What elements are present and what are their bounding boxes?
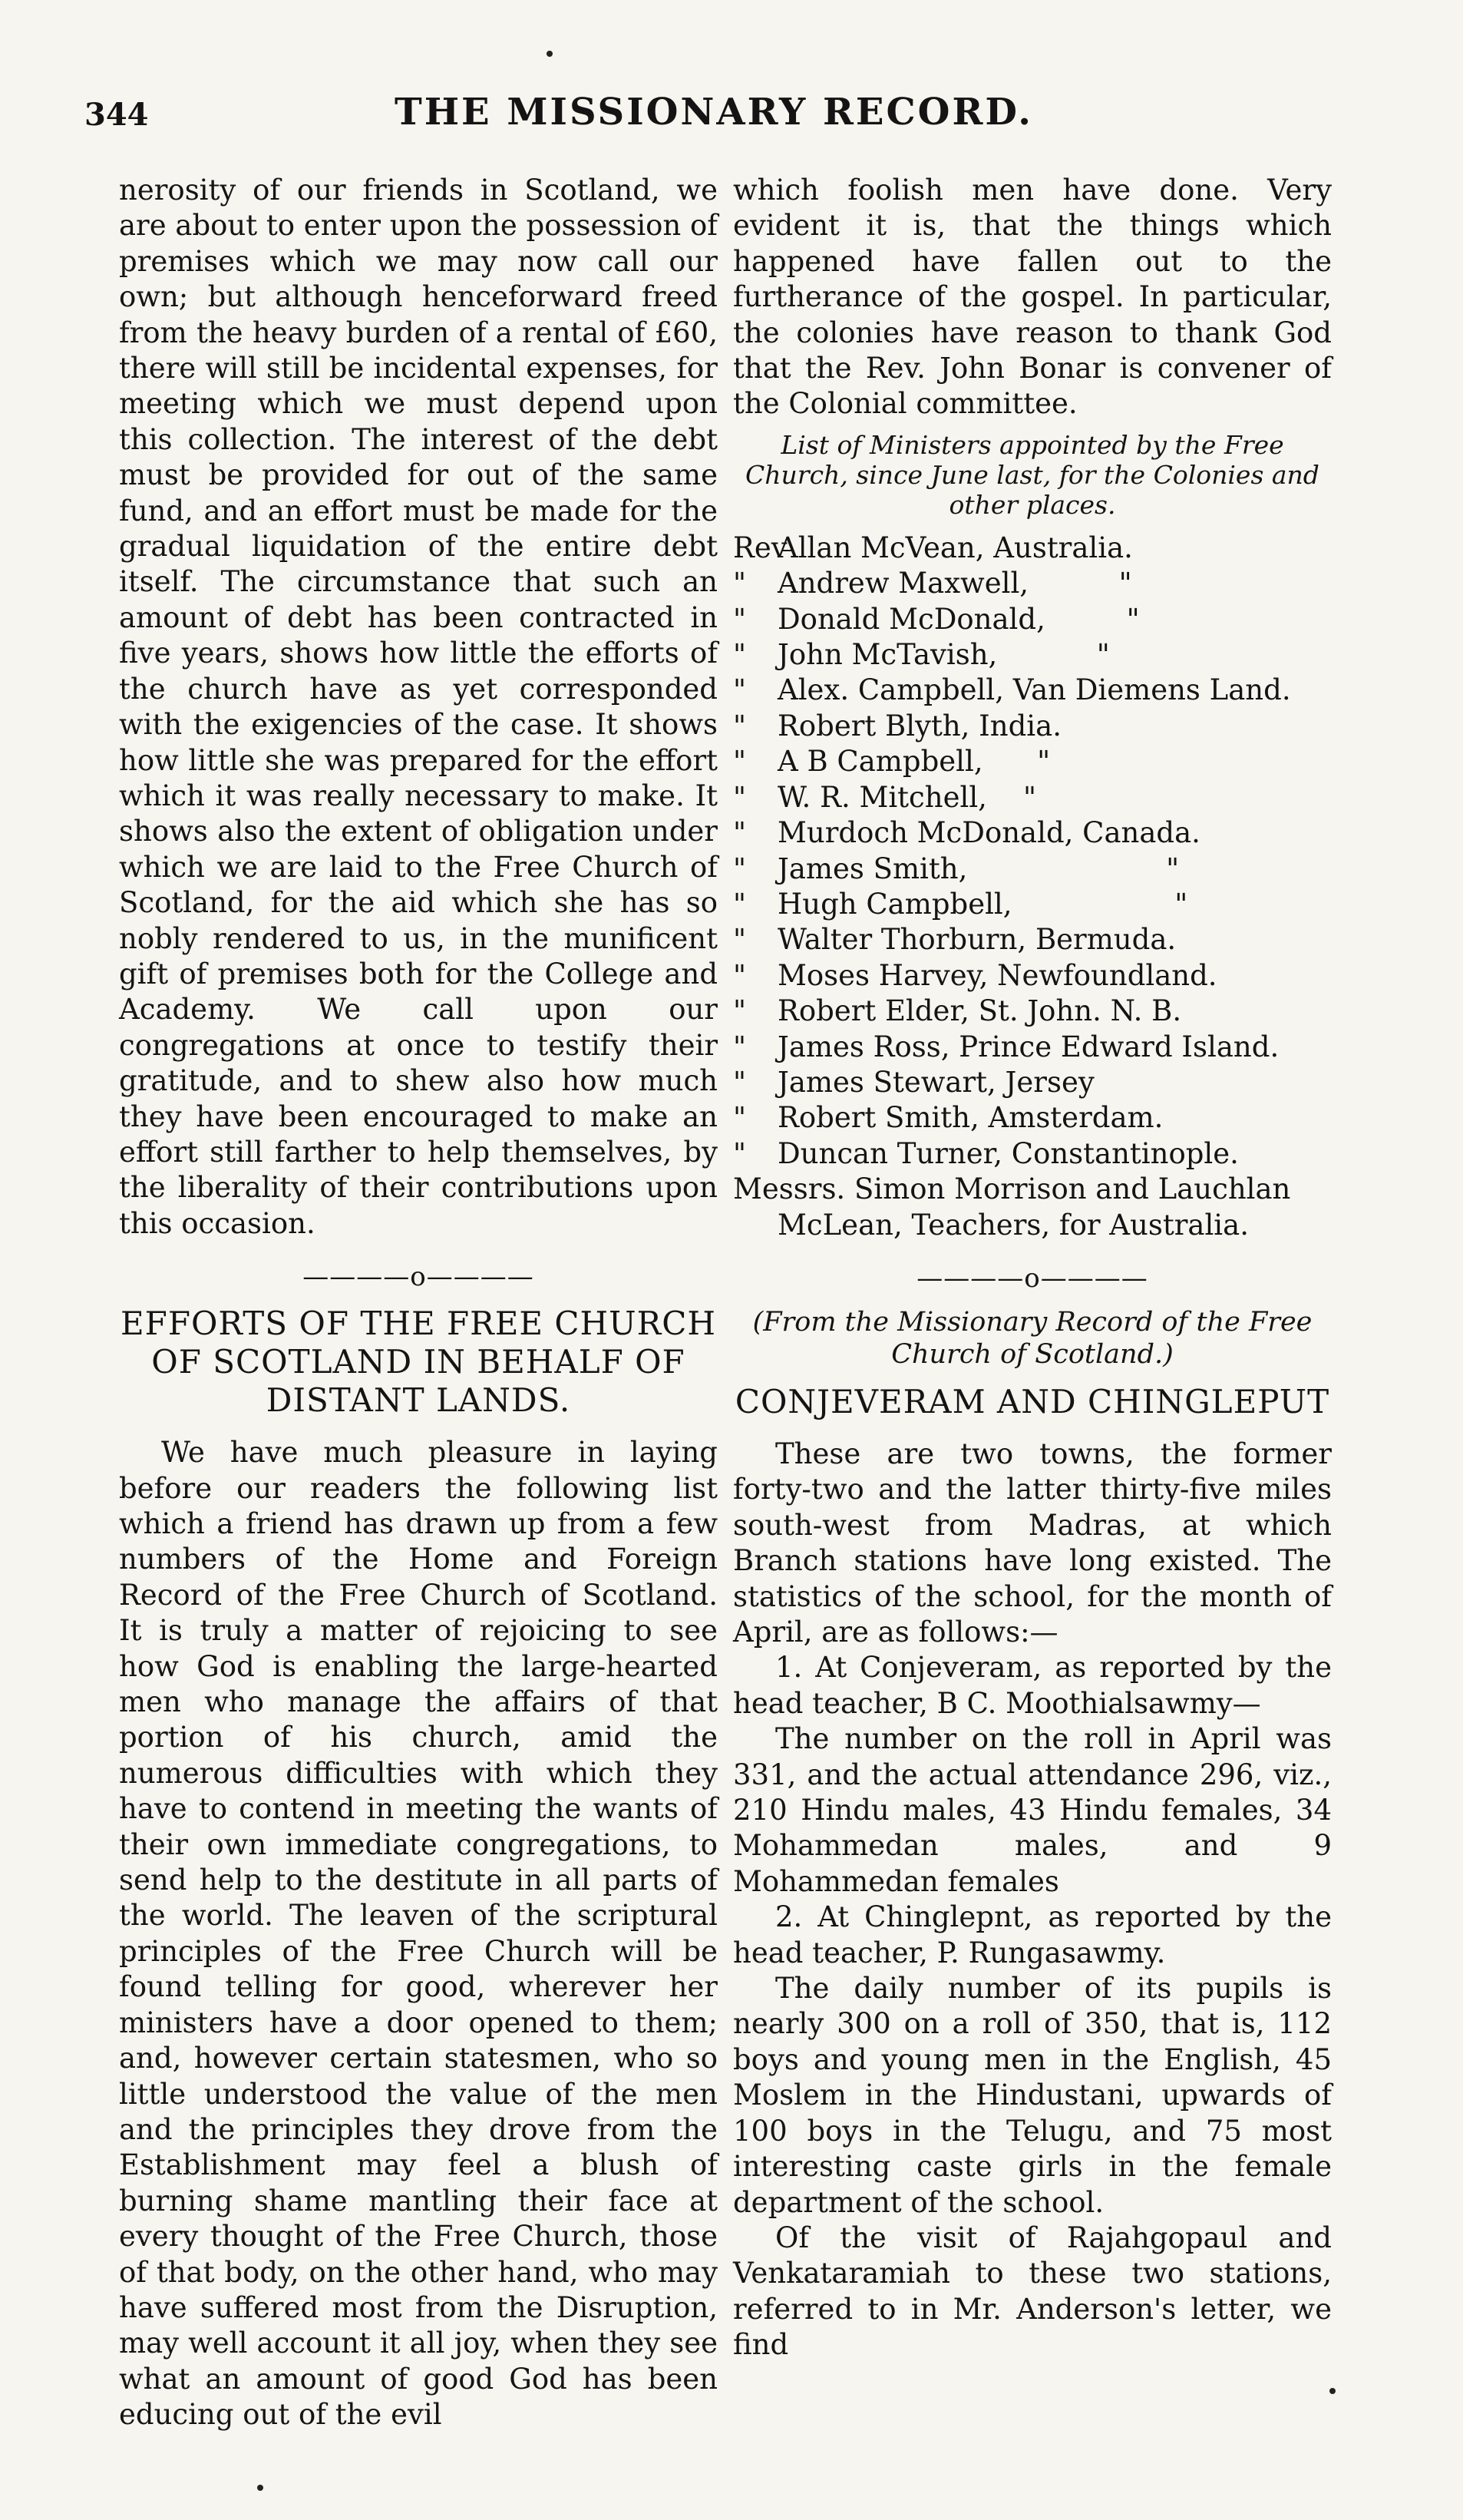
ink-dot bbox=[1329, 2388, 1336, 2394]
article-heading: EFFORTS OF THE FREE CHURCH OF SCOTLAND IN BEHALF OF DISTANT LANDS. bbox=[121, 1305, 716, 1420]
visit-paragraph: Of the visit of Rajahgopaul and Venkataramiah to these two stations, referred to in Mr. Anderson's letter, we find bbox=[733, 2221, 1332, 2362]
article-body: We have much pleasure in laying before our readers the following list which a friend has drawn up from a few numbers of the Home and Foreign Record of the Free Church of Scotland. It is truly a matter of rejoicing to see how God is enabling the large-hearted men who manage the affairs of that portion of his church, amid the numerous difficulties with which they have to contend in meeting the wants of their own immediate congregations, to send help to the destitute in all parts of the world. The leaven of the scriptural principles of the Free Church will be found telling for good, wherever her ministers have a door opened to them; and, however certain statesmen, who so little understood the value of the men and the principles they drove from the Establishment may feel a blush of burning shame mantling their face at every thought of the Free Church, those of that body, on the other hand, who may have suffered most from the Disruption, may well account it all joy, when they see what an amount of good God has been educing out of the evil bbox=[119, 1436, 718, 2432]
list-item: " Robert Elder, St. John. N. B. bbox=[733, 994, 1182, 1028]
messrs-line: Messrs. Simon Morrison and Lauchlan bbox=[733, 1172, 1291, 1206]
source-note: (From the Missionary Record of the Free Church of Scotland.) bbox=[752, 1306, 1313, 1370]
list-item: " A B Campbell, " bbox=[733, 745, 1051, 779]
list-item: " Moses Harvey, Newfoundland. bbox=[733, 958, 1217, 992]
list-item: Rev Allan McVean, Australia. bbox=[733, 531, 1133, 564]
list-item: " Donald McDonald, " bbox=[733, 602, 1140, 636]
item-conjeveram: 1. At Conjeveram, as reported by the head teacher, B C. Moothialsawmy— bbox=[733, 1651, 1332, 1720]
list-item: " Robert Blyth, India. bbox=[733, 709, 1062, 742]
section-divider: ————o———— bbox=[916, 1262, 1148, 1294]
list-item: " James Ross, Prince Edward Island. bbox=[733, 1030, 1280, 1063]
list-item: " W. R. Mitchell, " bbox=[733, 780, 1036, 814]
item-chinglepnt: 2. At Chinglepnt, as reported by the head teacher, P. Rungasawmy. bbox=[733, 1900, 1332, 1969]
conjeveram-stats: The number on the roll in April was 331, and the actual attendance 296, viz., 210 Hindu males, 43 Hindu females, 34 Mohammedan males, and 9 Mohammedan females bbox=[733, 1722, 1332, 1898]
left-column bbox=[119, 173, 718, 2433]
running-title: THE MISSIONARY RECORD. bbox=[394, 91, 1033, 134]
section-divider: ————o———— bbox=[302, 1262, 534, 1293]
left-paragraph-continued: nerosity of our friends in Scotland, we are about to enter upon the possession of premises which we may now call our own; but although henceforward freed from the heavy burden of a rental of £60, there will still be incidental expenses, for meeting which we must depend upon this collection. The interest of the debt must be provided for out of the same fund, and an effort must be made for the gradual liquidation of the entire debt itself. The circumstance that such an amount of debt has been contracted in five years, shows how little the efforts of the church have as yet corresponded with the exigencies of the case. It shows how little she was prepared for the effort which it was really necessary to make. It shows also the extent of obligation under which we are laid to the Free Church of Scotland, for the aid which she has so nobly rendered to us, in the munificent gift of premises both for the College and Academy. We call upon our congregations at once to testify their gratitude, and to shew also how much they have been encouraged to make an effort still farther to help themselves, by the liberality of their contributions upon this occasion. bbox=[119, 174, 718, 1240]
ministers-list-title: List of Ministers appointed by the Free Church, since June last, for the Colonies and other places. bbox=[745, 429, 1319, 520]
list-item: " Andrew Maxwell, " bbox=[733, 567, 1132, 600]
page-number: 344 bbox=[84, 97, 149, 133]
page-header bbox=[84, 91, 1343, 144]
list-item: " James Stewart, Jersey bbox=[733, 1065, 1095, 1099]
ministers-list bbox=[733, 531, 1332, 1243]
list-item: " Duncan Turner, Constantinople. bbox=[733, 1136, 1239, 1170]
list-item: " John McTavish, " bbox=[733, 638, 1110, 672]
right-paragraph-continued: which foolish men have done. Very evident it is, that the things which happened have fallen out to the furtherance of the gospel. In particular, the colonies have reason to thank God that the Rev. John Bonar is convener of the Colonial committee. bbox=[733, 174, 1332, 421]
list-item: " James Smith, " bbox=[733, 852, 1180, 885]
ink-dot bbox=[257, 2485, 263, 2491]
list-item: " Alex. Campbell, Van Diemens Land. bbox=[733, 673, 1291, 707]
messrs-line-continued: McLean, Teachers, for Australia. bbox=[778, 1208, 1249, 1242]
chinglepnt-stats: The daily number of its pupils is nearly 300 on a roll of 350, that is, 112 boys and young men in the English, 45 Moslem in the Hindustani, upwards of 100 boys in the Telugu, and 75 most interesting caste girls in the female department of the school. bbox=[733, 1972, 1332, 2219]
list-item: " Murdoch McDonald, Canada. bbox=[733, 816, 1200, 850]
right-column bbox=[733, 173, 1332, 2363]
ink-dot bbox=[547, 51, 553, 57]
list-item: " Robert Smith, Amsterdam. bbox=[733, 1101, 1164, 1135]
list-item: " Walter Thorburn, Bermuda. bbox=[733, 923, 1177, 957]
list-item: " Hugh Campbell, " bbox=[733, 887, 1188, 921]
article-intro: These are two towns, the former forty-two and the latter thirty-five miles south-west from Madras, at which Branch stations have long existed. The statistics of the school, for the month of April, are as follows:— bbox=[733, 1437, 1332, 1649]
article-heading: CONJEVERAM AND CHINGLEPUT bbox=[735, 1382, 1330, 1420]
